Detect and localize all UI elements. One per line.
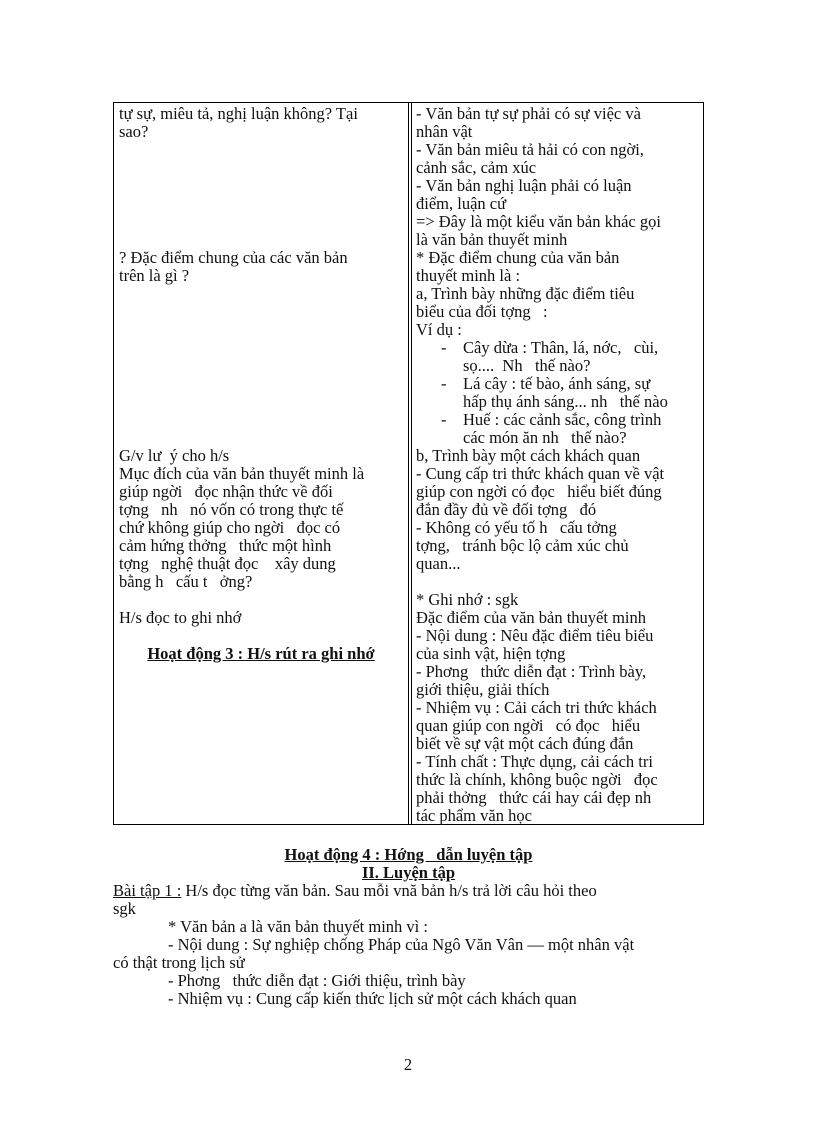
right-column (416, 105, 702, 825)
column-divider (411, 103, 412, 824)
exercise-line (113, 882, 704, 900)
page-number: 2 (403, 1055, 413, 1074)
example-line: Cây dừa : Thân, lá, nớc, cùi, (463, 338, 659, 357)
content-line: là văn bản thuyết minh (416, 230, 568, 249)
teacher-note-line: G/v lư ý cho h/s (119, 446, 230, 465)
content-line: - Văn bản nghị luận phải có luận (416, 176, 632, 195)
exercise-line: sgk (113, 899, 136, 918)
teacher-note-line: Mục đích của văn bản thuyết minh là (119, 464, 365, 483)
content-line: thuyết minh là : (416, 266, 521, 285)
content-line: => Đây là một kiểu văn bản khác gọi (416, 212, 661, 231)
content-line: tợng, tránh bộc lộ cảm xúc chủ (416, 536, 629, 555)
left-column (119, 105, 403, 663)
activity-4-heading: Hoạt động 4 : Hớng dẫn luyện tập (284, 845, 533, 864)
content-line: đắn đầy đủ về đối tợng đó (416, 500, 597, 519)
example-line: các món ăn nh thế nào? (463, 428, 627, 447)
example-line: hấp thụ ánh sáng... nh thế nào (463, 392, 668, 411)
exercise-line: có thật trong lịch sử (113, 953, 245, 972)
example-line: sọ.... Nh thế nào? (463, 356, 591, 375)
teacher-note-line: tợng nh nó vốn có trong thực tế (119, 500, 344, 519)
content-line: * Đặc điểm chung của văn bản (416, 248, 620, 267)
bullet-dash: - (441, 374, 447, 393)
content-line: - Nội dung : Nêu đặc điểm tiêu biểu (416, 626, 654, 645)
content-line: - Văn bản miêu tả hải có con ngời, (416, 140, 644, 159)
practice-section (113, 846, 704, 1008)
exercise-text: H/s đọc từng văn bản. Sau mỗi vnă bản h/s trả lời câu hỏi theo (181, 881, 597, 900)
exercise-label: Bài tập 1 : (113, 881, 182, 900)
bullet-dash: - (441, 410, 447, 429)
content-table (113, 102, 704, 825)
content-line: biểu của đối tợng : (416, 302, 548, 321)
content-line: - Tính chất : Thực dụng, cải cách tri (416, 752, 653, 771)
exercise-line: - Phơng thức diễn đạt : Giới thiệu, trình bày (168, 971, 466, 990)
example-item (416, 339, 702, 375)
content-line: a, Trình bày những đặc điểm tiêu (416, 284, 635, 303)
question-line: sao? (119, 122, 149, 141)
question-line: tự sự, miêu tả, nghị luận không? Tại (119, 104, 358, 123)
teacher-note-line: chứ không giúp cho ngời đọc có (119, 518, 341, 537)
exercise-line: - Nhiệm vụ : Cung cấp kiến thức lịch sử một cách khách quan (168, 989, 577, 1008)
content-line: quan giúp con ngời có đọc hiểu (416, 716, 641, 735)
content-line: quan... (416, 554, 461, 573)
content-line: giới thiệu, giải thích (416, 680, 550, 699)
question-line: trên là gì ? (119, 266, 190, 285)
content-line: - Nhiệm vụ : Cải cách tri thức khách (416, 698, 657, 717)
example-item (416, 375, 702, 411)
bullet-dash: - (441, 338, 447, 357)
teacher-note-line: cảm hứng thởng thức một hình (119, 536, 332, 555)
content-line: tác phẩm văn học (416, 806, 532, 825)
example-item (416, 411, 702, 447)
exercise-line: - Nội dung : Sự nghiệp chống Pháp của Ngô Văn Vân — một nhân vật (168, 935, 635, 954)
read-instruction: H/s đọc to ghi nhớ (119, 608, 242, 627)
content-line: điểm, luận cứ (416, 194, 507, 213)
content-line: giúp con ngời có đọc hiểu biết đúng (416, 482, 662, 501)
content-line: Ví dụ : (416, 320, 462, 339)
question-line: ? Đặc điểm chung của các văn bản (119, 248, 348, 267)
teacher-note-line: tợng nghệ thuật đọc xây dung (119, 554, 336, 573)
content-line: - Cung cấp tri thức khách quan về vật (416, 464, 665, 483)
example-line: Lá cây : tế bào, ánh sáng, sự (463, 374, 651, 393)
activity-3-heading: Hoạt động 3 : H/s rút ra ghi nhớ (147, 644, 375, 663)
content-line: biết về sự vật một cách đúng đắn (416, 734, 634, 753)
content-line: - Phơng thức diễn đạt : Trình bày, (416, 662, 647, 681)
exercise-line: * Văn bản a là văn bản thuyết minh vì : (168, 917, 428, 936)
content-line: của sinh vật, hiện tợng (416, 644, 566, 663)
content-line: phải thởng thức cái hay cái đẹp nh (416, 788, 652, 807)
column-divider (408, 103, 409, 824)
content-line: thức là chính, không buộc ngời đọc (416, 770, 658, 789)
content-line: - Không có yếu tố h cấu tởng (416, 518, 617, 537)
content-line: b, Trình bày một cách khách quan (416, 446, 641, 465)
content-line: * Ghi nhớ : sgk (416, 590, 519, 609)
section-heading: II. Luyện tập (361, 863, 456, 882)
content-line: Đặc điểm của văn bản thuyết minh (416, 608, 647, 627)
teacher-note-line: giúp ngời đọc nhận thức về đối (119, 482, 333, 501)
content-line: nhân vật (416, 122, 473, 141)
example-line: Huế : các cảnh sắc, công trình (463, 410, 662, 429)
content-line: cảnh sắc, cảm xúc (416, 158, 537, 177)
teacher-note-line: bằng h cấu t ởng? (119, 572, 253, 591)
content-line: - Văn bản tự sự phải có sự việc và (416, 104, 641, 123)
